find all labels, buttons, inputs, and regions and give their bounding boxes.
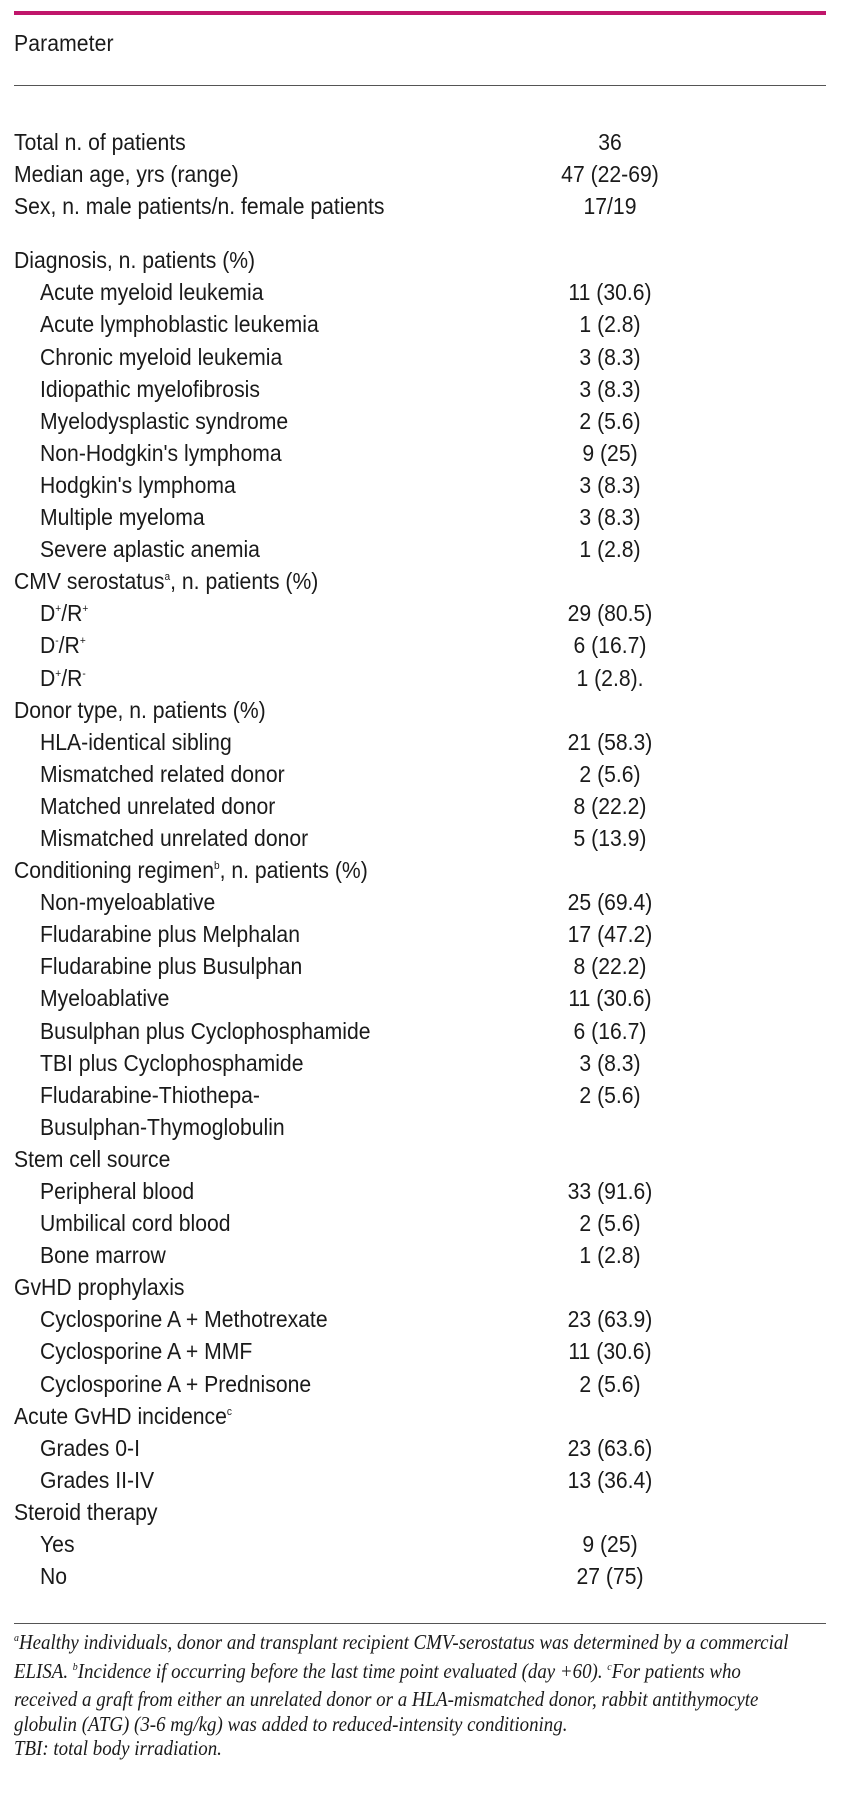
table-row: Grades II-IV 13 (36.4) [14, 1464, 826, 1496]
table-row: D+/R+ 29 (80.5) [14, 597, 826, 629]
row-label: Grades 0-I [40, 1434, 140, 1461]
table-row: Non-myeloablative 25 (69.4) [14, 886, 826, 918]
row-label: Mismatched unrelated donor [40, 824, 309, 851]
footnote-a: Healthy individuals, donor and transplant recipient CMV-serostatus was determined by a commercial ELISA. [14, 1630, 789, 1683]
table-row [14, 1271, 826, 1303]
footnote-mark-a: a [14, 1632, 19, 1644]
row-label: Donor type, n. patients (%) [14, 696, 266, 723]
table-row [14, 565, 826, 597]
row-label: Fludarabine-Thiothepa- [40, 1081, 260, 1108]
row-label: Total n. of patients [14, 129, 186, 155]
table-row: HLA-identical sibling 21 (58.3) [14, 726, 826, 758]
table-row: Hodgkin's lymphoma 3 (8.3) [14, 469, 826, 501]
footnote-c: For patients who received a graft from either an unrelated donor or a HLA-mismatched donor, rabbit antithymocyte globulin (ATG) (3-6 mg/kg) was added to reduced-intensity conditioning. [14, 1658, 759, 1736]
row-label: Busulphan-Thymoglobulin [40, 1113, 285, 1140]
table-row: Cyclosporine A + Prednisone 2 (5.6) [14, 1368, 826, 1400]
table-row: Median age, yrs (range) 47 (22-69) [14, 158, 826, 190]
table-row: Busulphan plus Cyclophosphamide 6 (16.7) [14, 1015, 826, 1047]
row-label: D+/R+ [40, 600, 89, 627]
header-rule [14, 85, 826, 86]
row-label: Acute GvHD incidence$^c$ [14, 1402, 232, 1429]
column-header-parameter: Parameter [14, 30, 114, 56]
row-label: Acute lymphoblastic leukemia [40, 311, 319, 338]
table-row [14, 854, 826, 886]
row-label: Busulphan plus Cyclophosphamide [40, 1017, 371, 1044]
table-row: D-/R+ 6 (16.7) [14, 629, 826, 661]
row-label: Sex, n. male patients/n. female patients [14, 193, 385, 220]
row-label: D-/R+ [40, 632, 86, 659]
row-label: Yes [40, 1531, 75, 1558]
row-label: Conditioning regimen$^b$, n. patients (%) [14, 857, 368, 884]
table-row: D+/R- 1 (2.8). [14, 662, 826, 694]
row-label: Cyclosporine A + MMF [40, 1338, 253, 1365]
top-rule [14, 11, 826, 15]
row-label: Cyclosporine A + Prednisone [40, 1370, 312, 1397]
table-row: Acute lymphoblastic leukemia 1 (2.8) [14, 308, 826, 340]
row-label: Acute myeloid leukemia [40, 279, 264, 306]
table-row: Fludarabine plus Melphalan 17 (47.2) [14, 918, 826, 950]
table-row: Grades 0-I 23 (63.6) [14, 1432, 826, 1464]
table-row: Mismatched related donor 2 (5.6) [14, 758, 826, 790]
row-label: Severe aplastic anemia [40, 536, 260, 563]
row-label: No [40, 1563, 68, 1590]
table-row: Acute myeloid leukemia 11 (30.6) [14, 276, 826, 308]
row-label: Fludarabine plus Busulphan [40, 953, 303, 980]
table-body [14, 126, 826, 1592]
row-label: GvHD prophylaxis [14, 1274, 185, 1301]
table-row: Myelodysplastic syndrome 2 (5.6) [14, 405, 826, 437]
footnote-mark-c: c [607, 1660, 612, 1673]
row-label: Myelodysplastic syndrome [40, 407, 289, 434]
row-label: HLA-identical sibling [40, 728, 232, 755]
table-row: Total n. of patients 36 [14, 126, 826, 158]
table-row: Umbilical cord blood 2 (5.6) [14, 1207, 826, 1239]
table-row: Cyclosporine A + Methotrexate 23 (63.9) [14, 1303, 826, 1335]
row-label: Mismatched related donor [40, 760, 285, 787]
row-label: Hodgkin's lymphoma [40, 471, 236, 498]
table-row: Cyclosporine A + MMF 11 (30.6) [14, 1335, 826, 1367]
table-row [14, 1143, 826, 1175]
footnote-tbi: TBI: total body irradiation. [14, 1736, 222, 1760]
row-label: Idiopathic myelofibrosis [40, 375, 260, 402]
table-row: Mismatched unrelated donor 5 (13.9) [14, 822, 826, 854]
row-label: Median age, yrs (range) [14, 161, 239, 188]
row-label: Non-myeloablative [40, 889, 216, 916]
row-label: TBI plus Cyclophosphamide [40, 1049, 304, 1076]
row-label: Steroid therapy [14, 1498, 158, 1525]
table-row: Yes 9 (25) [14, 1528, 826, 1560]
table-row: Multiple myeloma 3 (8.3) [14, 501, 826, 533]
table-row: Severe aplastic anemia 1 (2.8) [14, 533, 826, 565]
table-row [14, 1111, 826, 1143]
table-row: Peripheral blood 33 (91.6) [14, 1175, 826, 1207]
table-row: No 27 (75) [14, 1560, 826, 1592]
row-label: Multiple myeloma [40, 504, 205, 531]
table-row: Sex, n. male patients/n. female patients 17/19 [14, 190, 826, 222]
table-row: Fludarabine-Thiothepa- 2 (5.6) [14, 1079, 826, 1111]
table-row [14, 694, 826, 726]
footnote-mark-b: b [72, 1660, 78, 1673]
row-label: Umbilical cord blood [40, 1210, 231, 1237]
row-label: Chronic myeloid leukemia [40, 343, 283, 370]
table-row: Myeloablative 11 (30.6) [14, 982, 826, 1014]
row-label: Grades II-IV [40, 1466, 155, 1493]
row-label: CMV serostatus$^a$, n. patients (%) [14, 568, 319, 595]
row-label: Myeloablative [40, 985, 170, 1012]
table-row: Chronic myeloid leukemia 3 (8.3) [14, 341, 826, 373]
row-label: Matched unrelated donor [40, 792, 276, 819]
table-row: Bone marrow 1 (2.8) [14, 1239, 826, 1271]
table-row: Non-Hodgkin's lymphoma 9 (25) [14, 437, 826, 469]
footnote-rule [14, 1623, 826, 1624]
row-label: Fludarabine plus Melphalan [40, 921, 300, 948]
row-label: Stem cell source [14, 1145, 171, 1172]
table-row [14, 1496, 826, 1528]
footnote-b: Incidence if occurring before the last time point evaluated (day +60). [77, 1658, 608, 1683]
table-row [14, 1400, 826, 1432]
row-label: Bone marrow [40, 1242, 166, 1269]
row-label: D+/R- [40, 664, 86, 691]
table-footnote [14, 1630, 806, 1761]
row-label: Non-Hodgkin's lymphoma [40, 439, 282, 466]
row-label: Peripheral blood [40, 1178, 195, 1204]
table-row: Idiopathic myelofibrosis 3 (8.3) [14, 373, 826, 405]
table-row: Fludarabine plus Busulphan 8 (22.2) [14, 950, 826, 982]
table-row [14, 244, 826, 276]
table-row: Matched unrelated donor 8 (22.2) [14, 790, 826, 822]
row-label: Cyclosporine A + Methotrexate [40, 1306, 328, 1333]
table-row: TBI plus Cyclophosphamide 3 (8.3) [14, 1047, 826, 1079]
row-label: Diagnosis, n. patients (%) [14, 247, 256, 274]
